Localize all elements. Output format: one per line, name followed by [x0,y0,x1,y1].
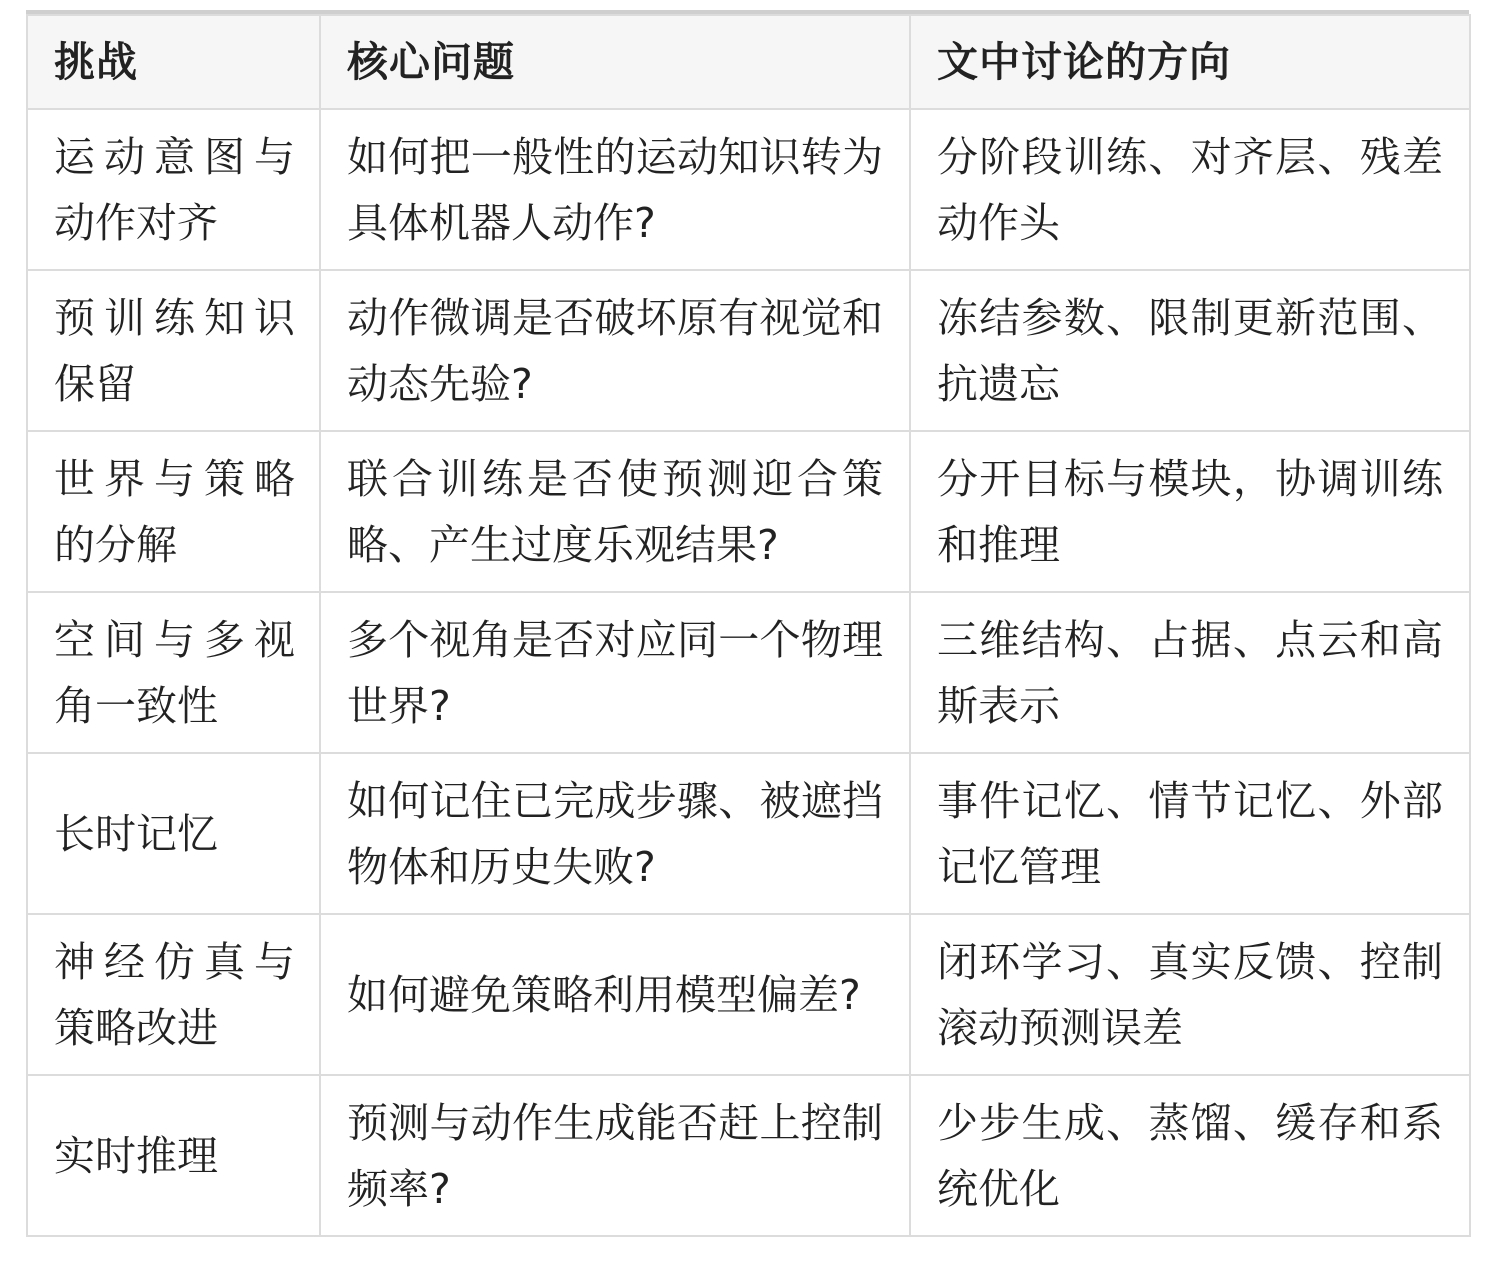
table-row [27,109,1470,270]
cell-direction: 分开目标与模块，协调训练和推理 [910,431,1470,592]
cell-question: 如何避免策略利用模型偏差? [320,914,910,1075]
cell-challenge: 预训练知识保留 [27,270,320,431]
cell-direction: 分阶段训练、对齐层、残差动作头 [910,109,1470,270]
table-row [27,431,1470,592]
cell-question: 预测与动作生成能否赶上控制频率? [320,1075,910,1236]
challenges-table-container [26,10,1469,1237]
cell-challenge: 运动意图与动作对齐 [27,109,320,270]
table-body [27,109,1470,1236]
cell-question: 如何把一般性的运动知识转为具体机器人动作? [320,109,910,270]
header-direction: 文中讨论的方向 [910,15,1470,109]
challenges-table [26,14,1471,1237]
cell-challenge: 神经仿真与策略改进 [27,914,320,1075]
table-row [27,1075,1470,1236]
cell-challenge: 世界与策略的分解 [27,431,320,592]
cell-question: 动作微调是否破坏原有视觉和动态先验? [320,270,910,431]
cell-question: 如何记住已完成步骤、被遮挡物体和历史失败? [320,753,910,914]
cell-direction: 少步生成、蒸馏、缓存和系统优化 [910,1075,1470,1236]
table-row [27,914,1470,1075]
header-challenge: 挑战 [27,15,320,109]
cell-direction: 三维结构、占据、点云和高斯表示 [910,592,1470,753]
table-row [27,753,1470,914]
cell-challenge: 长时记忆 [27,753,320,914]
cell-direction: 事件记忆、情节记忆、外部记忆管理 [910,753,1470,914]
table-row [27,270,1470,431]
header-row [27,15,1470,109]
table-row [27,592,1470,753]
cell-challenge: 实时推理 [27,1075,320,1236]
cell-direction: 闭环学习、真实反馈、控制滚动预测误差 [910,914,1470,1075]
cell-challenge: 空间与多视角一致性 [27,592,320,753]
header-core-question: 核心问题 [320,15,910,109]
cell-question: 多个视角是否对应同一个物理世界? [320,592,910,753]
cell-direction: 冻结参数、限制更新范围、抗遗忘 [910,270,1470,431]
table-header [27,15,1470,109]
cell-question: 联合训练是否使预测迎合策略、产生过度乐观结果? [320,431,910,592]
